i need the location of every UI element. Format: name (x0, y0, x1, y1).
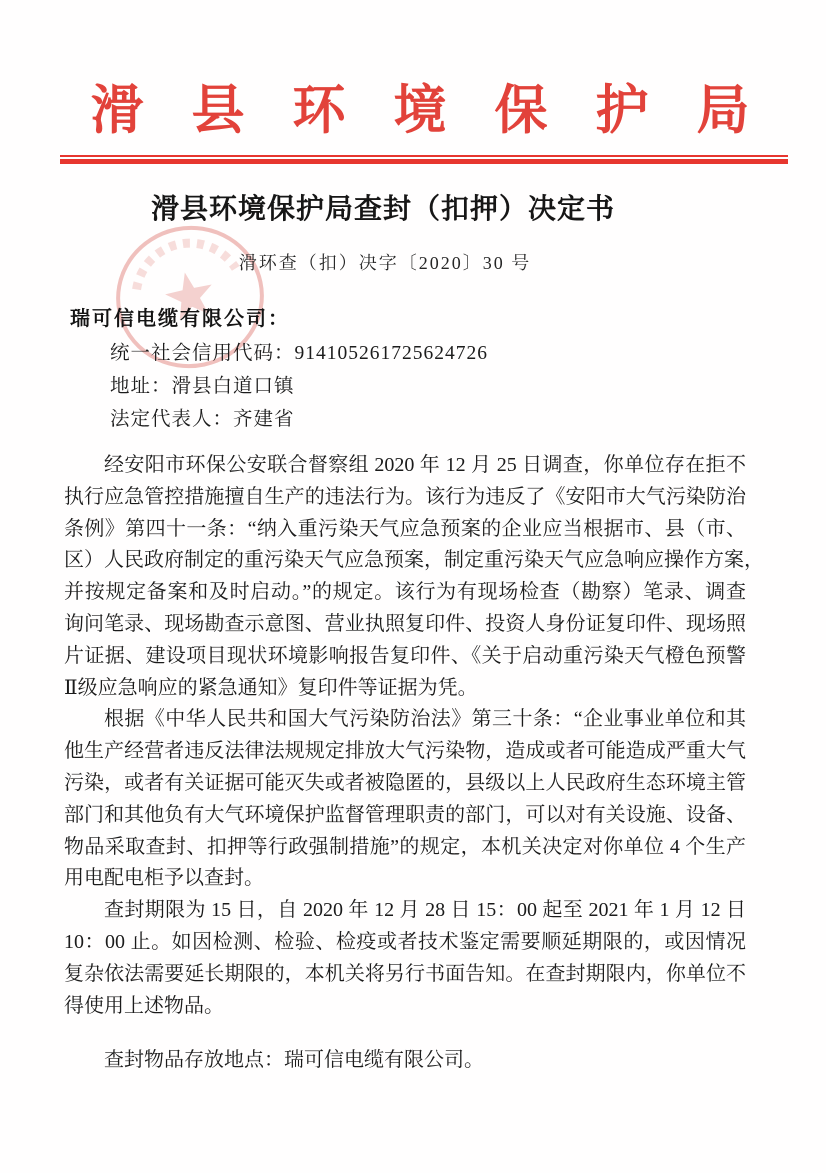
recipient-name: 瑞可信电缆有限公司： (70, 308, 290, 330)
body-line: 条例》第四十一条：“纳入重污染天气应急预案的企业应当根据市、县（市、 (64, 517, 746, 540)
document-number: 滑环查（扣）决字〔2020〕30 号 (238, 253, 532, 273)
rule-thick-line (60, 159, 788, 164)
info-line-legal-rep: 法定代表人：齐建省 (110, 409, 295, 430)
body-line: 用电配电柜予以查封。 (64, 867, 264, 890)
body-paragraph (64, 704, 746, 895)
body-line: 得使用上述物品。 (64, 994, 224, 1017)
letterhead-title: 滑县环境保护局 (90, 82, 798, 140)
body-line: 物品采取查封、扣押等行政强制措施”的规定，本机关决定对你单位 4 个生产 (64, 835, 746, 858)
body-line: 他生产经营者违反法律法规规定排放大气污染物，造成或者可能造成严重大气 (64, 740, 746, 763)
body-paragraph (64, 895, 746, 1022)
body-line: 经安阳市环保公安联合督察组 2020 年 12 月 25 日调查，你单位存在拒不 (104, 454, 746, 476)
body-line: 10：00 止。如因检测、检验、检疫或者技术鉴定需要顺延期限的，或因情况 (64, 930, 746, 953)
body-line: 区）人民政府制定的重污染天气应急预案，制定重污染天气应急响应操作方案， (64, 549, 764, 572)
body-paragraphs (64, 450, 764, 1077)
body-line: 执行应急管控措施擅自生产的违法行为。该行为违反了《安阳市大气污染防治 (64, 485, 746, 508)
body-line: 并按规定备案和及时启动。”的规定。该行为有现场检查（勘察）笔录、调查 (64, 581, 746, 604)
body-line: 片证据、建设项目现状环境影响报告复印件、《关于启动重污染天气橙色预警 (64, 644, 746, 667)
body-paragraph (64, 450, 764, 704)
info-line-credit-code: 统一社会信用代码：914105261725624726 (110, 343, 489, 364)
document-title: 滑县环境保护局查封（扣押）决定书 (150, 194, 615, 225)
body-paragraph (64, 1045, 746, 1077)
body-line: Ⅱ级应急响应的紧急通知》复印件等证据为凭。 (64, 676, 478, 699)
body-line: 污染，或者有关证据可能灭失或者被隐匿的，县级以上人民政府生态环境主管 (64, 771, 746, 794)
company-info-block (110, 337, 488, 436)
body-line: 复杂依法需要延长期限的，本机关将另行书面告知。在查封期限内，你单位不 (64, 962, 746, 985)
body-line: 部门和其他负有大气环境保护监督管理职责的部门，可以对有关设施、设备、 (64, 803, 746, 826)
body-line: 询问笔录、现场勘查示意图、营业执照复印件、投资人身份证复印件、现场照 (64, 612, 746, 635)
letterhead-separator-rule (60, 155, 788, 164)
body-line: 查封物品存放地点：瑞可信电缆有限公司。 (104, 1049, 484, 1072)
body-line: 查封期限为 15 日，自 2020 年 12 月 28 日 15：00 起至 2021 年 1 月 12 日 (104, 899, 746, 922)
info-line-address: 地址：滑县白道口镇 (110, 376, 295, 397)
letterhead (0, 80, 826, 142)
body-line: 根据《中华人民共和国大气污染防治法》第三十条：“企业事业单位和其 (104, 708, 746, 731)
